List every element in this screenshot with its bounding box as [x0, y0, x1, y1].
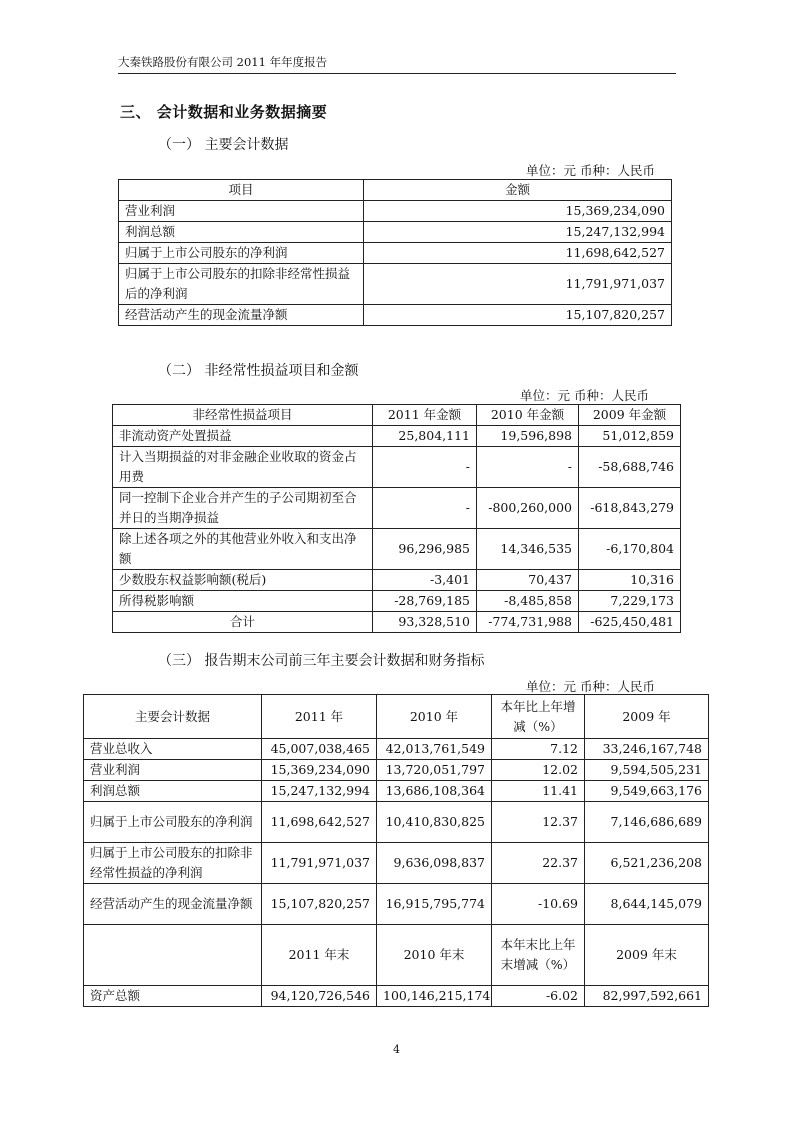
table-row	[84, 802, 709, 843]
amount-cell: 45,007,038,465	[262, 739, 377, 760]
t1-unit: 单位：元 币种：人民币	[526, 163, 655, 178]
row-label: 计入当期损益的对非金融企业收取的资金占用费	[113, 447, 373, 488]
amount-cell: -625,450,481	[579, 612, 681, 633]
header-cell	[84, 925, 262, 986]
amount-cell: 25,804,111	[373, 426, 477, 447]
row-label: 利润总额	[84, 781, 262, 802]
amount-cell: 14,346,535	[477, 529, 579, 570]
change-cell: -6.02	[492, 986, 585, 1007]
table-row	[113, 570, 681, 591]
header-cell: 非经常性损益项目	[113, 405, 373, 426]
table-row	[113, 447, 681, 488]
t3-unit: 单位：元 币种：人民币	[526, 679, 655, 694]
amount-cell: 82,997,592,661	[585, 986, 709, 1007]
row-label: 资产总额	[84, 986, 262, 1007]
amount-cell: 8,644,145,079	[585, 884, 709, 925]
row-label: 利润总额	[119, 222, 364, 243]
amount-cell: 10,316	[579, 570, 681, 591]
table-row	[84, 843, 709, 884]
row-label: 同一控制下企业合并产生的子公司期初至合并日的当期净损益	[113, 488, 373, 529]
page-header: 大秦铁路股份有限公司 2011 年年度报告	[118, 55, 328, 69]
table-row	[119, 243, 672, 264]
table-row	[119, 305, 672, 326]
header-cell: 2009 年	[585, 695, 709, 739]
amount-cell: 51,012,859	[579, 426, 681, 447]
change-cell: 22.37	[492, 843, 585, 884]
t3-title: （三） 报告期末公司前三年主要会计数据和财务指标	[158, 653, 485, 669]
amount-cell: 96,296,985	[373, 529, 477, 570]
amount-cell: -28,769,185	[373, 591, 477, 612]
table-row	[119, 201, 672, 222]
table-header-row-2	[84, 925, 709, 986]
amount-cell: 15,369,234,090	[364, 201, 672, 222]
row-label: 营业利润	[119, 201, 364, 222]
row-label: 归属于上市公司股东的净利润	[119, 243, 364, 264]
amount-cell: -618,843,279	[579, 488, 681, 529]
row-label: 经营活动产生的现金流量净额	[119, 305, 364, 326]
page-number: 4	[393, 1043, 400, 1056]
table-header-row	[113, 405, 681, 426]
amount-cell: 9,594,505,231	[585, 760, 709, 781]
table-row	[113, 591, 681, 612]
amount-cell: 70,437	[477, 570, 579, 591]
header-cell: 2011 年	[262, 695, 377, 739]
change-cell: 12.02	[492, 760, 585, 781]
table-row	[113, 426, 681, 447]
change-cell: -10.69	[492, 884, 585, 925]
amount-cell: 94,120,726,546	[262, 986, 377, 1007]
table-header-row	[119, 180, 672, 201]
amount-cell: 42,013,761,549	[377, 739, 492, 760]
main-accounting-table	[118, 179, 672, 326]
header-cell: 金额	[364, 180, 672, 201]
header-cell: 2010 年末	[377, 925, 492, 986]
amount-cell: 7,229,173	[579, 591, 681, 612]
three-year-table	[83, 694, 709, 1007]
amount-cell: 100,146,215,174	[377, 986, 492, 1007]
header-cell: 2009 年金额	[579, 405, 681, 426]
header-cell: 本年末比上年末增减（%）	[492, 925, 585, 986]
row-label: 所得税影响额	[113, 591, 373, 612]
header-cell: 项目	[119, 180, 364, 201]
table-row	[84, 760, 709, 781]
amount-cell: 16,915,795,774	[377, 884, 492, 925]
amount-cell: 6,521,236,208	[585, 843, 709, 884]
table-row	[113, 488, 681, 529]
amount-cell: 9,549,663,176	[585, 781, 709, 802]
total-label: 合计	[113, 612, 373, 633]
change-cell: 12.37	[492, 802, 585, 843]
amount-cell: 15,107,820,257	[364, 305, 672, 326]
header-cell: 2011 年末	[262, 925, 377, 986]
row-label: 归属于上市公司股东的扣除非经常性损益的净利润	[84, 843, 262, 884]
amount-cell: -6,170,804	[579, 529, 681, 570]
amount-cell: -3,401	[373, 570, 477, 591]
amount-cell: -774,731,988	[477, 612, 579, 633]
header-cell: 主要会计数据	[84, 695, 262, 739]
amount-cell: -	[373, 447, 477, 488]
header-cell: 本年比上年增减（%）	[492, 695, 585, 739]
header-cell: 2011 年金额	[373, 405, 477, 426]
amount-cell: -800,260,000	[477, 488, 579, 529]
row-label: 少数股东权益影响额(税后)	[113, 570, 373, 591]
amount-cell: -58,688,746	[579, 447, 681, 488]
amount-cell: 15,369,234,090	[262, 760, 377, 781]
amount-cell: 11,698,642,527	[262, 802, 377, 843]
section-title: 三、 会计数据和业务数据摘要	[120, 103, 328, 121]
table-row	[84, 986, 709, 1007]
change-cell: 7.12	[492, 739, 585, 760]
non-recurring-table	[112, 404, 681, 633]
row-label: 归属于上市公司股东的净利润	[84, 802, 262, 843]
header-cell: 2010 年金额	[477, 405, 579, 426]
row-label: 归属于上市公司股东的扣除非经常性损益后的净利润	[119, 264, 364, 305]
row-label: 非流动资产处置损益	[113, 426, 373, 447]
table-row	[84, 781, 709, 802]
amount-cell: -	[373, 488, 477, 529]
amount-cell: 7,146,686,689	[585, 802, 709, 843]
amount-cell: 13,720,051,797	[377, 760, 492, 781]
amount-cell: 11,791,971,037	[364, 264, 672, 305]
amount-cell: 15,247,132,994	[364, 222, 672, 243]
amount-cell: 19,596,898	[477, 426, 579, 447]
header-cell: 2010 年	[377, 695, 492, 739]
amount-cell: -8,485,858	[477, 591, 579, 612]
change-cell: 11.41	[492, 781, 585, 802]
amount-cell: 93,328,510	[373, 612, 477, 633]
t2-title: （二） 非经常性损益项目和金额	[158, 363, 359, 379]
amount-cell: 15,247,132,994	[262, 781, 377, 802]
row-label: 营业总收入	[84, 739, 262, 760]
table-row	[113, 529, 681, 570]
header-cell: 2009 年末	[585, 925, 709, 986]
row-label: 营业利润	[84, 760, 262, 781]
total-row	[113, 612, 681, 633]
amount-cell: 15,107,820,257	[262, 884, 377, 925]
t2-unit: 单位：元 币种：人民币	[520, 388, 649, 403]
row-label: 除上述各项之外的其他营业外收入和支出净额	[113, 529, 373, 570]
amount-cell: -	[477, 447, 579, 488]
t1-title: （一） 主要会计数据	[158, 137, 289, 153]
amount-cell: 11,698,642,527	[364, 243, 672, 264]
row-label: 经营活动产生的现金流量净额	[84, 884, 262, 925]
table-row	[119, 222, 672, 243]
table-row	[84, 739, 709, 760]
amount-cell: 9,636,098,837	[377, 843, 492, 884]
header-divider	[118, 73, 676, 74]
table-header-row	[84, 695, 709, 739]
amount-cell: 13,686,108,364	[377, 781, 492, 802]
amount-cell: 10,410,830,825	[377, 802, 492, 843]
amount-cell: 11,791,971,037	[262, 843, 377, 884]
table-row	[84, 884, 709, 925]
amount-cell: 33,246,167,748	[585, 739, 709, 760]
table-row	[119, 264, 672, 305]
